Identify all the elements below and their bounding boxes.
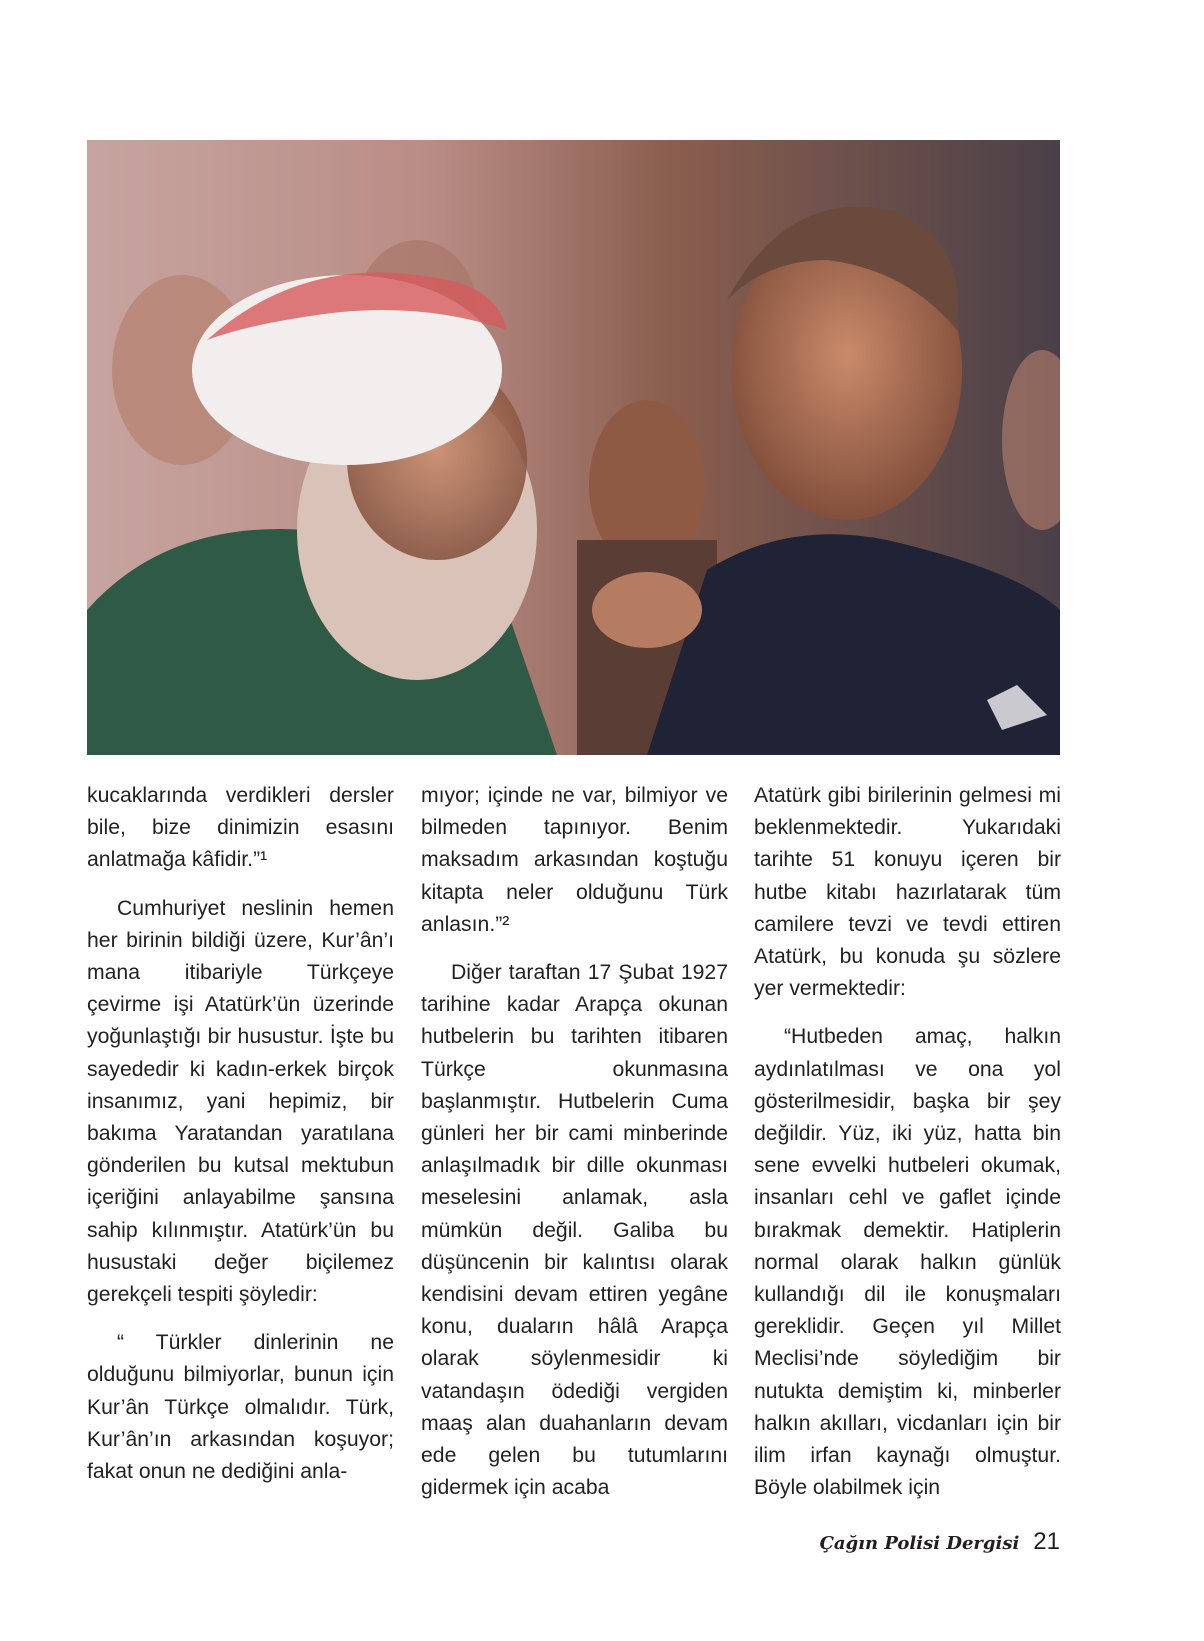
text-column-1	[87, 780, 394, 1488]
quote-paragraph: “ Türkler dinlerinin ne olduğunu bilmiyorlar, bunun için Kur’ân Türkçe olmalıdır. Türk, Kur’ân’ın arkasından koşuyor; fakat onun ne dediğini anla-	[87, 1331, 394, 1484]
paragraph: Diğer taraftan 17 Şubat 1927 tarihine kadar Arapça okunan hutbelerin bu tarihten itibaren Türkçe okunmasına başlanmıştır. Hutbelerin Cuma günleri her bir cami minberinde anlaşılmadık bir dille okunması meselesini anlamak, asla mümkün değil. Galiba bu düşüncenin bir kalıntısı olarak kendisini devam ettiren yegâne konu, duaların hâlâ Arapça olarak söylenmesidir ki vatandaşın ödediği vergiden maaş alan duahanların devam ede gelen bu tutumlarını gidermek için acaba	[421, 961, 728, 1500]
paragraph: Cumhuriyet neslinin hemen her birinin bildiği üzere, Kur’ân’ı mana itibariyle Türkçeye çevirme işi Atatürk’ün üzerinde yoğunlaştığı bir husustur. İşte bu sayededir ki kadın-erkek birçok insanımız, yani hepimiz, bir bakıma Yaratandan yaratılana gönderilen bu kutsal mektubun içeriğini anlayabilme şansına sahip kılınmıştır. Atatürk’ün bu husustaki değer biçilemez gerekçeli tespiti şöyledir:	[87, 896, 394, 1307]
paragraph: Atatürk gibi birilerinin gelmesi mi beklenmektedir. Yukarıdaki tarihte 51 konuyu içeren bir hutbe kitabı hazırlatarak tüm camilere tevzi ve tevdi ettiren Atatürk, bu konuda şu sözlere yer vermektedir:	[754, 784, 1061, 1001]
photo-illustration	[87, 140, 1060, 755]
journal-name: Çağın Polisi Dergisi	[819, 1533, 1020, 1554]
text-column-2	[421, 780, 728, 1504]
page-number: 21	[1033, 1528, 1060, 1555]
paragraph: mıyor; içinde ne var, bilmiyor ve bilmeden tapınıyor. Benim maksadım arkasından koştuğu kitapta neler olduğunu Türk anlasın.”²	[421, 784, 728, 936]
text-column-3	[754, 780, 1061, 1504]
article-photo	[87, 140, 1060, 755]
paragraph: kucaklarında verdikleri dersler bile, bize dinimizin esasını anlatmağa kâfidir.”¹	[87, 784, 394, 872]
quote-paragraph: “Hutbeden amaç, halkın aydınlatılması ve ona yol gösterilmesidir, başka bir şey değildir. Yüz, iki yüz, hatta bin sene evvelki hutbeleri okumak, insanları cehl ve gaflet içinde bırakmak demektir. Hatiplerin normal olarak halkın günlük kullandığı dil ile konuşmaları gereklidir. Geçen yıl Millet Meclisi’nde söylediğim bir nutukta demiştim ki, minberler halkın akılları, vicdanları için bir ilim irfan kaynağı olmuştur. Böyle olabilmek için	[754, 1025, 1061, 1500]
page-footer	[820, 1528, 1060, 1556]
